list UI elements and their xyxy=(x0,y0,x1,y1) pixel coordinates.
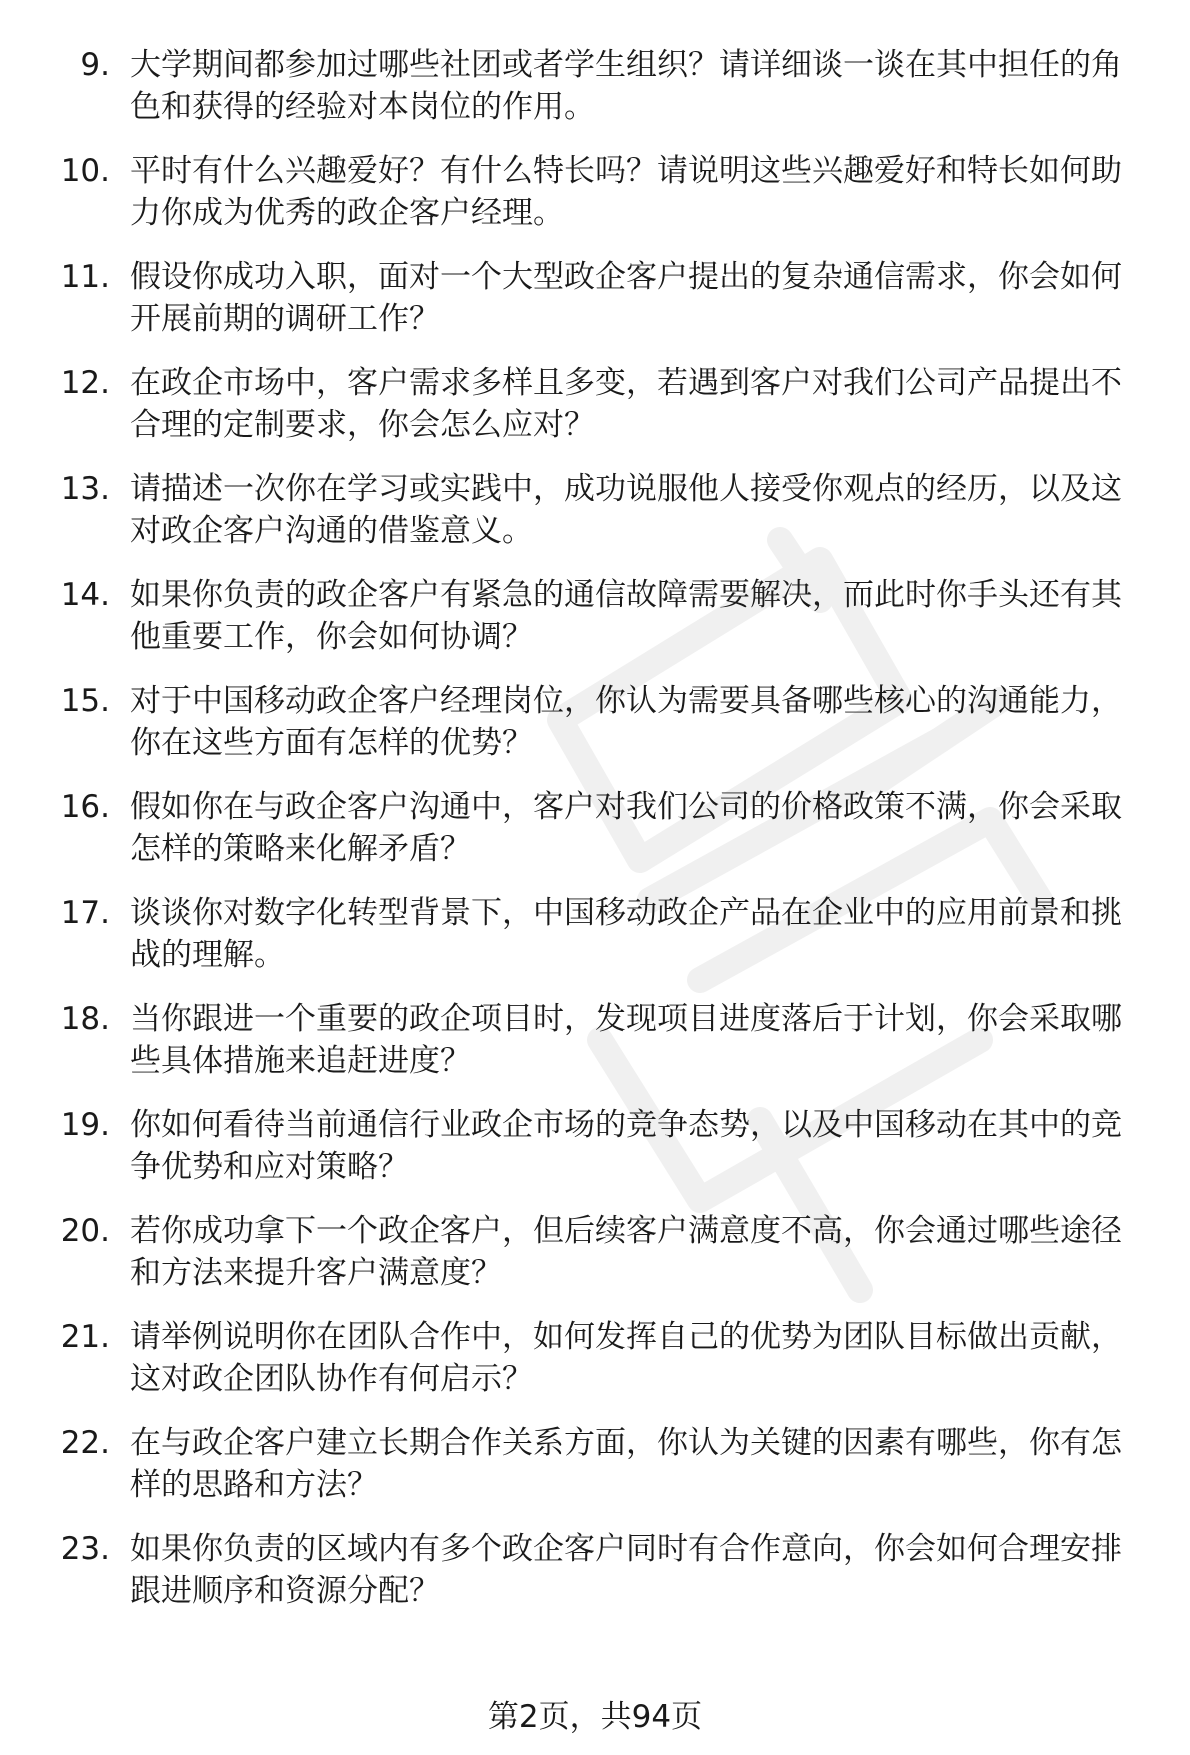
question-number: 16. xyxy=(60,789,110,825)
page-number-footer: 第2页，共94页 xyxy=(487,1699,703,1735)
question-text: 如果你负责的政企客户有紧急的通信故障需要解决，而此时你手头还有其他重要工作，你会如何协调？ xyxy=(130,577,1122,655)
question-number: 22. xyxy=(60,1425,110,1461)
question-text: 在与政企客户建立长期合作关系方面，你认为关键的因素有哪些，你有怎样的思路和方法？ xyxy=(130,1425,1122,1503)
question-number: 12. xyxy=(60,365,110,401)
question-item xyxy=(0,468,1190,552)
question-list xyxy=(0,44,1190,1634)
question-item xyxy=(0,362,1190,446)
question-text: 请描述一次你在学习或实践中，成功说服他人接受你观点的经历，以及这对政企客户沟通的借鉴意义。 xyxy=(130,471,1122,549)
question-item xyxy=(0,1104,1190,1188)
question-text: 若你成功拿下一个政企客户，但后续客户满意度不高，你会通过哪些途径和方法来提升客户满意度？ xyxy=(130,1213,1122,1291)
question-item xyxy=(0,680,1190,764)
question-number: 17. xyxy=(60,895,110,931)
question-number: 20. xyxy=(60,1213,110,1249)
question-text: 当你跟进一个重要的政企项目时，发现项目进度落后于计划，你会采取哪些具体措施来追赶进度？ xyxy=(130,1001,1122,1079)
question-text: 对于中国移动政企客户经理岗位，你认为需要具备哪些核心的沟通能力，你在这些方面有怎样的优势？ xyxy=(130,683,1122,761)
question-number: 21. xyxy=(60,1319,110,1355)
question-text: 在政企市场中，客户需求多样且多变，若遇到客户对我们公司产品提出不合理的定制要求，你会怎么应对？ xyxy=(130,365,1122,443)
question-item xyxy=(0,44,1190,128)
question-number: 10. xyxy=(60,153,110,189)
question-text: 你如何看待当前通信行业政企市场的竞争态势，以及中国移动在其中的竞争优势和应对策略？ xyxy=(130,1107,1122,1185)
question-item xyxy=(0,1210,1190,1294)
question-text: 大学期间都参加过哪些社团或者学生组织？请详细谈一谈在其中担任的角色和获得的经验对本岗位的作用。 xyxy=(130,47,1122,125)
question-number: 15. xyxy=(60,683,110,719)
question-number: 23. xyxy=(60,1531,110,1567)
question-item xyxy=(0,256,1190,340)
question-item xyxy=(0,892,1190,976)
question-text: 请举例说明你在团队合作中，如何发挥自己的优势为团队目标做出贡献，这对政企团队协作有何启示？ xyxy=(130,1319,1122,1397)
question-item xyxy=(0,1528,1190,1612)
question-item xyxy=(0,998,1190,1082)
question-item xyxy=(0,574,1190,658)
question-number: 9. xyxy=(80,47,110,83)
question-text: 谈谈你对数字化转型背景下，中国移动政企产品在企业中的应用前景和挑战的理解。 xyxy=(130,895,1122,973)
question-number: 19. xyxy=(60,1107,110,1143)
question-text: 假如你在与政企客户沟通中，客户对我们公司的价格政策不满，你会采取怎样的策略来化解矛盾？ xyxy=(130,789,1122,867)
question-number: 18. xyxy=(60,1001,110,1037)
question-item xyxy=(0,150,1190,234)
question-item xyxy=(0,786,1190,870)
question-text: 假设你成功入职，面对一个大型政企客户提出的复杂通信需求，你会如何开展前期的调研工作？ xyxy=(130,259,1122,337)
question-item xyxy=(0,1316,1190,1400)
question-number: 11. xyxy=(60,259,110,295)
question-text: 平时有什么兴趣爱好？有什么特长吗？请说明这些兴趣爱好和特长如何助力你成为优秀的政企客户经理。 xyxy=(130,153,1122,231)
question-number: 13. xyxy=(60,471,110,507)
question-item xyxy=(0,1422,1190,1506)
question-number: 14. xyxy=(60,577,110,613)
question-text: 如果你负责的区域内有多个政企客户同时有合作意向，你会如何合理安排跟进顺序和资源分配？ xyxy=(130,1531,1122,1609)
